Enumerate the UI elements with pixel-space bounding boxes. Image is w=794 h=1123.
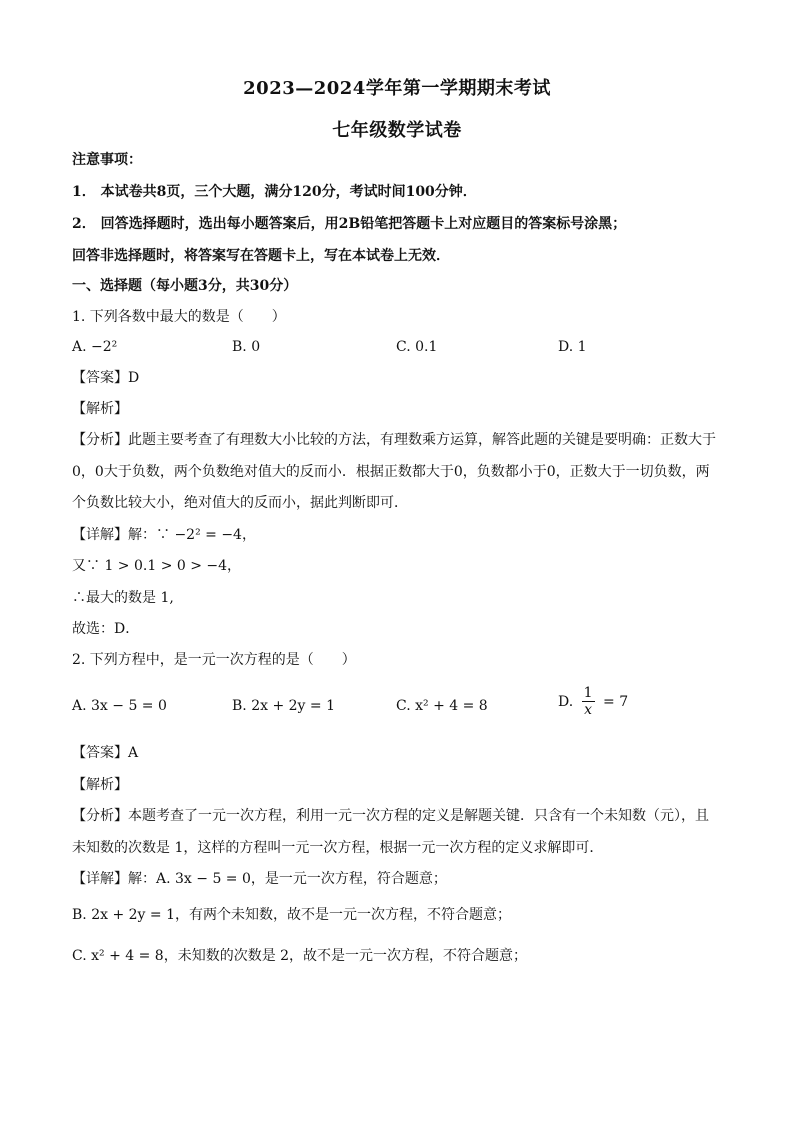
notice-item-2-cont: 回答非选择题时，将答案写在答题卡上，写在本试卷上无效．	[72, 248, 450, 264]
exam-subtitle: 七年级数学试卷	[332, 120, 462, 141]
section-heading-choice: 一、选择题（每小题3分，共30分）	[72, 278, 298, 294]
q1-detail-line-1: 【详解】解：∵ −2² = −4，	[72, 527, 256, 543]
notice-item-2: 2． 回答选择题时，选出每小题答案后，用2B铅笔把答题卡上对应题目的答案标号涂黑；	[72, 216, 627, 232]
q2-option-d-label: D.	[558, 694, 574, 710]
q2-option-d-denominator: x	[584, 702, 593, 718]
q2-answer: 【答案】A	[72, 745, 139, 761]
q1-detail-line-3: ∴最大的数是 1,	[72, 590, 174, 606]
q1-option-c: C. 0.1	[396, 339, 438, 355]
q1-option-d: D. 1	[558, 339, 587, 355]
q2-option-d-fraction	[582, 686, 595, 718]
q1-detail-line-2: 又∵ 1 > 0.1 > 0 > −4，	[72, 558, 242, 574]
q1-detail-line-4: 故选：D．	[72, 621, 140, 637]
q1-analysis-label: 【解析】	[72, 401, 128, 417]
q2-option-d	[558, 686, 628, 718]
q1-analysis-line-3: 个负数比较大小，绝对值大的反而小，据此判断即可．	[72, 495, 408, 511]
q2-option-c: C. x² + 4 = 8	[396, 698, 488, 714]
exam-title: 2023—2024学年第一学期期末考试	[243, 78, 551, 99]
q2-detail-line-1: 【详解】解：A. 3x − 5 = 0，是一元一次方程，符合题意；	[72, 871, 447, 887]
q2-option-d-numerator: 1	[583, 685, 593, 701]
q1-option-b: B. 0	[232, 339, 261, 355]
q2-detail-line-3: C. x² + 4 = 8，未知数的次数是 2，故不是一元一次方程，不符合题意；	[72, 948, 528, 964]
q1-analysis-line-2: 0，0大于负数，两个负数绝对值大的反而小．根据正数都大于0，负数都小于0，正数大于一切负数，两	[72, 464, 710, 480]
q1-answer: 【答案】D	[72, 370, 140, 386]
q2-stem: 2. 下列方程中，是一元一次方程的是（ ）	[72, 652, 356, 668]
q2-option-d-rest: = 7	[598, 694, 629, 710]
q2-option-a: A. 3x − 5 = 0	[72, 698, 167, 714]
q2-option-b: B. 2x + 2y = 1	[232, 698, 335, 714]
q2-detail-line-2: B. 2x + 2y = 1，有两个未知数，故不是一元一次方程，不符合题意；	[72, 907, 511, 923]
notice-item-1: 1． 本试卷共8页，三个大题，满分120分，考试时间100分钟．	[72, 184, 477, 200]
q2-analysis-line-2: 未知数的次数是 1，这样的方程叫一元一次方程，根据一元一次方程的定义求解即可．	[72, 840, 604, 856]
q1-analysis-line-1: 【分析】此题主要考查了有理数大小比较的方法，有理数乘方运算，解答此题的关键是要明确：正数大于	[72, 432, 716, 448]
q1-option-a: A. −2²	[72, 339, 118, 355]
q1-stem: 1. 下列各数中最大的数是（ ）	[72, 309, 286, 325]
q2-analysis-line-1: 【分析】本题考查了一元一次方程，利用一元一次方程的定义是解题关键．只含有一个未知数（元），且	[72, 808, 709, 824]
q2-analysis-label: 【解析】	[72, 777, 128, 793]
notice-heading: 注意事项：	[72, 152, 142, 168]
